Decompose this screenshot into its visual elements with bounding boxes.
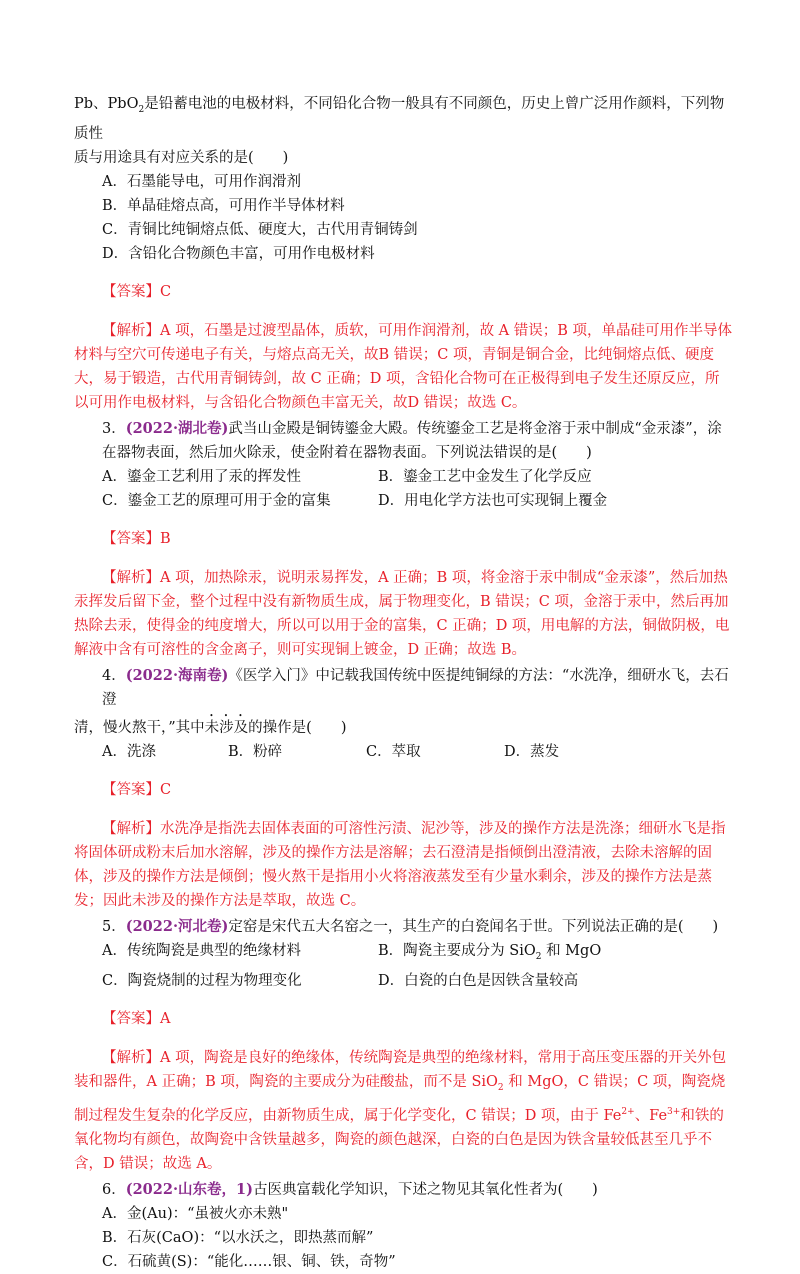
options-row <box>74 465 734 489</box>
question-number: 4． <box>102 667 126 684</box>
analysis: 【解析】A 项，加热除汞，说明汞易挥发，A 正确；B 项，将金溶于汞中制成“金汞漆”，然后加热汞挥发后留下金，整个过程中没有新物质生成，属于物理变化，B 错误；C 项，金溶于汞中，然后再加热除去汞，使得金的纯度增大，所以可以用于金的富集，C 正确；D 项，用电解的方法，铜做阴极，电解液中含有可溶性的含金离子，则可实现铜上镀金，D 正确；故选 B。 <box>74 569 730 658</box>
options-row <box>74 939 734 969</box>
option-c: C．萃取 <box>366 743 421 760</box>
answer: 【答案】C <box>102 782 172 799</box>
answer: 【答案】C <box>102 284 172 301</box>
question-number: 6． <box>102 1181 126 1198</box>
question-source: (2022·山东卷，1) <box>125 1180 253 1198</box>
question-source: (2022·海南卷) <box>125 666 229 684</box>
answer: 【答案】B <box>102 531 171 548</box>
question-5-stem: 5．(2022·河北卷)定窑是宋代五大名窑之一，其生产的白瓷闻名于世。下列说法正确的是( ) <box>102 917 719 935</box>
option-d: D．蒸发 <box>504 743 560 760</box>
option-a: A．金(Au)：“虽被火亦未熟" <box>102 1205 289 1222</box>
option-b: B．陶瓷主要成分为 SiO$_2$ 和 MgO <box>378 942 602 962</box>
options-row <box>74 489 734 513</box>
question-source: (2022·湖北卷) <box>125 419 229 437</box>
question-stem: Pb、PbO$_2$是铅蓄电池的电极材料，不同铅化合物一般具有不同颜色，历史上曾广泛用作颜料，下列物质性 质与用途具有对应关系的是( ) <box>74 96 725 166</box>
question-3-stem: 3．(2022·湖北卷)武当山金殿是铜铸鎏金大殿。传统鎏金工艺是将金溶于汞中制成“金汞漆”，涂在器物表面，然后加火除汞，使金附着在器物表面。下列说法错误的是( ) <box>102 419 722 461</box>
question-4-stem: 4．(2022·海南卷)《医学入门》中记载我国传统中医提纯铜绿的方法：“水洗净，细研水飞，去石澄 <box>102 666 729 708</box>
option-c: C．鎏金工艺的原理可用于金的富集 <box>102 492 331 509</box>
options-row <box>74 969 734 993</box>
options-row <box>74 740 734 764</box>
option-c: C．石硫黄(S)：“能化……银、铜、铁，奇物” <box>102 1253 396 1270</box>
option-a: A．鎏金工艺利用了汞的挥发性 <box>102 468 301 485</box>
question-4-stem-cont: 清，慢火熬干，”其中未涉及的操作是( ) <box>74 719 347 736</box>
option-b: B．粉碎 <box>228 743 283 760</box>
option-a: A．传统陶瓷是典型的绝缘材料 <box>102 942 301 959</box>
question-number: 3． <box>102 420 126 437</box>
analysis: 【解析】A 项，石墨是过渡型晶体，质软，可用作润滑剂，故 A 错误；B 项，单晶硅可用作半导体材料与空穴可传递电子有关，与熔点高无关，故B 错误；C 项，青铜是铜合金，比纯铜熔点低、硬度大，易于锻造，古代用青铜铸剑，故 C 正确；D 项，含铅化合物可在正极得到电子发生还原反应，所以可用作电极材料，与含铅化合物颜色丰富无关，故D 错误；故选 C。 <box>74 322 733 411</box>
question-6-stem: 6．(2022·山东卷，1)古医典富载化学知识，下述之物见其氧化性者为( ) <box>102 1180 598 1198</box>
option-b: B．鎏金工艺中金发生了化学反应 <box>378 468 592 485</box>
option-d: D．白瓷的白色是因铁含量较高 <box>378 972 579 989</box>
option-d: D．用电化学方法也可实现铜上覆金 <box>378 492 608 509</box>
question-source: (2022·河北卷) <box>125 917 229 935</box>
emphasis-text: 未涉及 <box>204 719 249 736</box>
option-d: D．含铅化合物颜色丰富，可用作电极材料 <box>102 245 375 262</box>
question-number: 5． <box>102 918 126 935</box>
answer: 【答案】A <box>102 1011 171 1028</box>
option-a: A．洗涤 <box>102 743 156 760</box>
option-b: B．单晶硅熔点高，可用作半导体材料 <box>102 197 345 214</box>
option-c: C．青铜比纯铜熔点低、硬度大，古代用青铜铸剑 <box>102 221 418 238</box>
document-body <box>74 92 734 1274</box>
option-c: C．陶瓷烧制的过程为物理变化 <box>102 972 302 989</box>
option-b: B．石灰(CaO)：“以水沃之，即热蒸而解” <box>102 1229 374 1246</box>
analysis: 【解析】A 项，陶瓷是良好的绝缘体，传统陶瓷是典型的绝缘材料，常用于高压变压器的开关外包装和器件，A 正确；B 项，陶瓷的主要成分为硅酸盐，而不是 SiO$_2$ 和 MgO，C 错误；C 项，陶瓷烧制过程发生复杂的化学反应，由新物质生成，属于化学变化，C 错误；D 项，由于 $Fe^{2+}$、$Fe^{3+}$和铁的氧化物均有颜色，故陶瓷中含铁量越多，陶瓷的颜色越深，白瓷的白色是因为铁含量较低甚至几乎不含，D 错误；故选 A。 <box>74 1049 727 1172</box>
option-a: A．石墨能导电，可用作润滑剂 <box>102 173 301 190</box>
analysis: 【解析】水洗净是指洗去固体表面的可溶性污渍、泥沙等，涉及的操作方法是洗涤；细研水飞是指将固体研成粉末后加水溶解，涉及的操作方法是溶解；去石澄清是指倾倒出澄清液，去除未溶解的固体，涉及的操作方法是倾倒；慢火熬干是指用小火将溶液蒸发至有少量水剩余，涉及的操作方法是蒸发；因此未涉及的操作方法是萃取，故选 C。 <box>74 820 726 909</box>
